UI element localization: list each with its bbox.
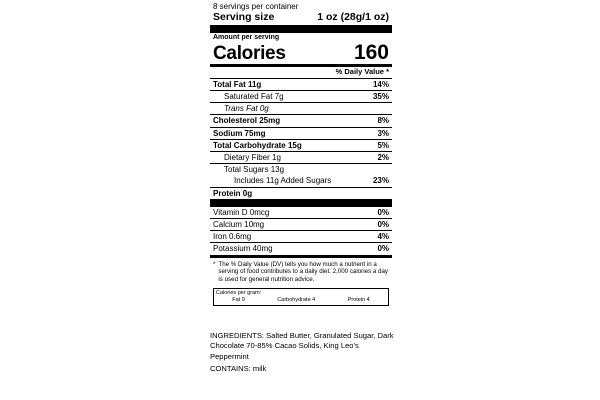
nutrient-name: Total Sugars 13g	[224, 165, 285, 175]
nutrient-name: Saturated Fat 7g	[224, 92, 284, 102]
vitamin-pct: 0%	[377, 219, 389, 229]
nutrient-name: Dietary Fiber 1g	[224, 153, 281, 163]
table-row	[210, 91, 392, 103]
table-row	[210, 188, 392, 207]
nutrient-name: Cholesterol 25mg	[213, 116, 281, 126]
nutrient-name: Sodium 75mg	[213, 128, 266, 138]
vitamin-name: Iron 0.6mg	[213, 232, 252, 242]
nutrient-name: Trans Fat 0g	[224, 104, 269, 114]
nutrient-pct: 35%	[372, 92, 389, 102]
table-row	[210, 140, 392, 152]
nutrient-pct: 14%	[372, 79, 389, 89]
calories-per-gram-carb: Carbohydrate 4	[277, 297, 316, 304]
calories-per-gram-fat: Fat 9	[232, 297, 245, 304]
serving-size-label: Serving size	[213, 11, 275, 24]
nutrient-pct: 2%	[377, 153, 389, 163]
daily-value-header: % Daily Value *	[210, 67, 392, 79]
table-row	[210, 243, 392, 257]
nutrition-facts-label	[210, 0, 392, 308]
nutrient-name: Total Carbohydrate 15g	[213, 140, 302, 150]
servings-per-container: 8 servings per container	[213, 2, 299, 11]
nutrient-list	[210, 79, 392, 207]
vitamin-name: Calcium 10mg	[213, 219, 265, 229]
calories-per-gram-protein: Protein 4	[347, 297, 370, 304]
calories-per-gram-box	[213, 288, 389, 307]
table-row	[210, 79, 392, 91]
nutrient-name: Includes 11g Added Sugars	[234, 176, 332, 186]
table-row	[210, 175, 392, 187]
nutrient-pct: 3%	[377, 128, 389, 138]
table-row	[210, 164, 392, 175]
nutrient-pct: 5%	[377, 140, 389, 150]
ingredients-line: INGREDIENTS: Salted Butter, Granulated Sugar, Dark Chocolate 70-85% Cacao Solids, King Leo's Peppermint	[210, 331, 394, 361]
table-row	[210, 231, 392, 243]
amount-per-serving-label: Amount per serving	[213, 34, 280, 42]
vitamin-name: Vitamin D 0mcg	[213, 207, 270, 217]
footnote-text: The % Daily Value (DV) tells you how much a nutrient in a serving of food contributes to a daily diet. 2,000 calories a day is used for general nutrition advice.	[218, 260, 388, 284]
vitamin-name: Potassium 40mg	[213, 244, 273, 254]
table-row	[210, 103, 392, 115]
vitamin-pct: 4%	[377, 232, 389, 242]
calories-per-gram-title: Calories per gram:	[216, 289, 262, 296]
vitamin-pct: 0%	[377, 207, 389, 217]
footnote-star: *	[213, 260, 216, 268]
table-row	[210, 207, 392, 219]
nutrient-name: Total Fat 11g	[213, 79, 262, 89]
table-row	[210, 152, 392, 164]
calories-label: Calories	[213, 43, 286, 65]
table-row	[210, 115, 392, 127]
vitamin-pct: 0%	[377, 244, 389, 254]
nutrient-pct: 8%	[377, 116, 389, 126]
calories-row	[210, 42, 392, 67]
nutrient-name: Protein 0g	[213, 188, 253, 198]
nutrient-pct: 23%	[372, 176, 389, 186]
table-row	[210, 219, 392, 231]
calories-value: 160	[353, 41, 389, 65]
daily-value-footnote	[210, 258, 392, 287]
table-row	[210, 128, 392, 140]
serving-size-value: 1 oz (28g/1 oz)	[317, 11, 389, 24]
vitamin-list	[210, 207, 392, 258]
calories-per-gram-items	[216, 296, 386, 303]
contains-line: CONTAINS: milk	[210, 364, 267, 373]
serving-size-row	[210, 11, 392, 33]
